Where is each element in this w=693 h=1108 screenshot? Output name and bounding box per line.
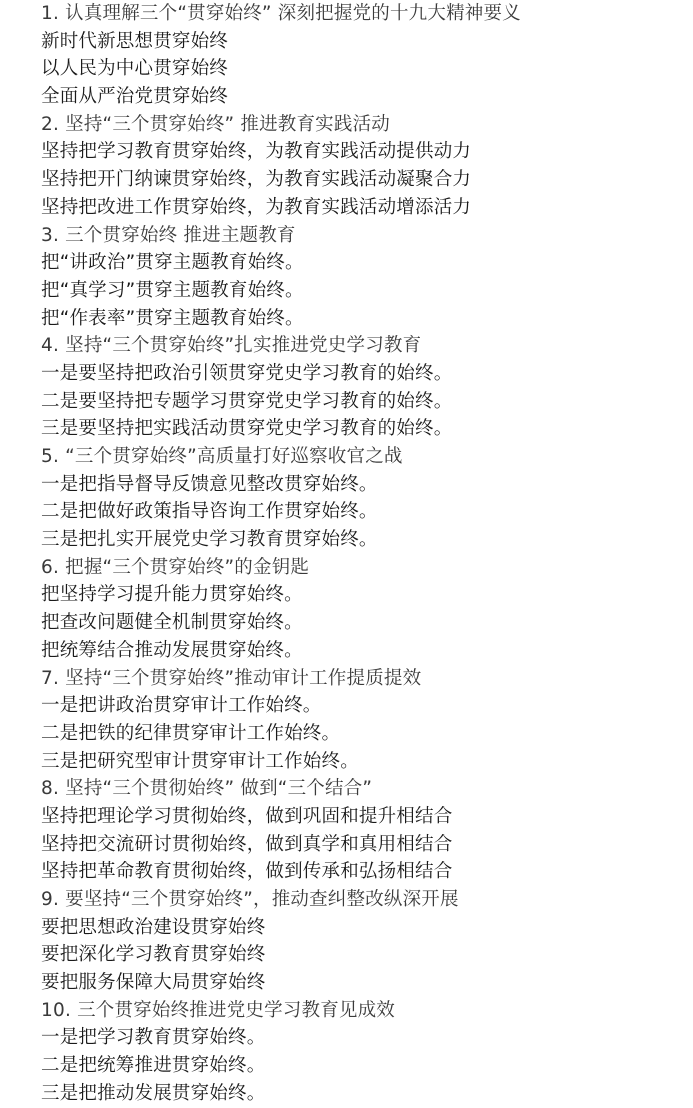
list-item: 要把深化学习教育贯穿始终 <box>41 944 266 966</box>
list-item: 坚持把学习教育贯穿始终，为教育实践活动提供动力 <box>41 141 472 163</box>
section-heading: 3. 三个贯穿始终 推进主题教育 <box>41 224 296 246</box>
list-item: 把“真学习”贯穿主题教育始终。 <box>41 279 304 301</box>
section-heading: 2. 坚持“三个贯穿始终” 推进教育实践活动 <box>41 113 390 135</box>
list-item: 二是把铁的纪律贯穿审计工作始终。 <box>41 722 341 744</box>
list-item: 一是把指导督导反馈意见整改贯穿始终。 <box>41 473 378 495</box>
list-item: 二是把统筹推进贯穿始终。 <box>41 1055 266 1077</box>
section-heading: 6. 把握“三个贯穿始终”的金钥匙 <box>41 556 310 578</box>
list-item: 要把思想政治建设贯穿始终 <box>41 916 266 938</box>
list-item: 二是要坚持把专题学习贯穿党史学习教育的始终。 <box>41 390 453 412</box>
list-item: 三是把扎实开展党史学习教育贯穿始终。 <box>41 529 378 551</box>
section-heading: 1. 认真理解三个“贯穿始终” 深刻把握党的十九大精神要义 <box>41 3 521 24</box>
list-item: 坚持把开门纳谏贯穿始终，为教育实践活动凝聚合力 <box>41 169 472 191</box>
list-item: 一是要坚持把政治引领贯穿党史学习教育的始终。 <box>41 362 453 384</box>
list-item: 三是把推动发展贯穿始终。 <box>41 1082 266 1104</box>
section-heading: 10. 三个贯穿始终推进党史学习教育见成效 <box>41 999 396 1021</box>
section-heading: 9. 要坚持“三个贯穿始终”，推动查纠整改纵深开展 <box>41 889 459 910</box>
document-body <box>41 0 686 1108</box>
section-heading: 5. “三个贯穿始终”高质量打好巡察收官之战 <box>41 446 403 467</box>
list-item: 把“讲政治”贯穿主题教育始终。 <box>41 252 304 274</box>
list-item: 全面从严治党贯穿始终 <box>41 86 229 108</box>
list-item: 一是把讲政治贯穿审计工作始终。 <box>41 695 322 717</box>
list-item: 坚持把理论学习贯彻始终，做到巩固和提升相结合 <box>41 805 453 827</box>
list-item: 坚持把革命教育贯彻始终，做到传承和弘扬相结合 <box>41 861 453 883</box>
list-item: 一是把学习教育贯穿始终。 <box>41 1027 266 1049</box>
list-item: 三是要坚持把实践活动贯穿党史学习教育的始终。 <box>41 418 453 440</box>
list-item: 三是把研究型审计贯穿审计工作始终。 <box>41 750 359 772</box>
list-item: 新时代新思想贯穿始终 <box>41 30 229 52</box>
list-item: 把坚持学习提升能力贯穿始终。 <box>41 584 303 606</box>
list-item: 把查改问题健全机制贯穿始终。 <box>41 612 303 634</box>
section-heading: 4. 坚持“三个贯穿始终”扎实推进党史学习教育 <box>41 335 422 357</box>
list-item: 二是把做好政策指导咨询工作贯穿始终。 <box>41 501 378 523</box>
list-item: 以人民为中心贯穿始终 <box>41 58 229 80</box>
section-heading: 7. 坚持“三个贯穿始终”推动审计工作提质提效 <box>41 667 422 689</box>
list-item: 把“作表率”贯穿主题教育始终。 <box>41 307 304 329</box>
list-item: 坚持把交流研讨贯彻始终，做到真学和真用相结合 <box>41 833 453 855</box>
list-item: 把统筹结合推动发展贯穿始终。 <box>41 639 303 661</box>
section-heading: 8. 坚持“三个贯彻始终” 做到“三个结合” <box>41 778 373 800</box>
list-item: 要把服务保障大局贯穿始终 <box>41 972 266 994</box>
list-item: 坚持把改进工作贯穿始终，为教育实践活动增添活力 <box>41 196 472 218</box>
